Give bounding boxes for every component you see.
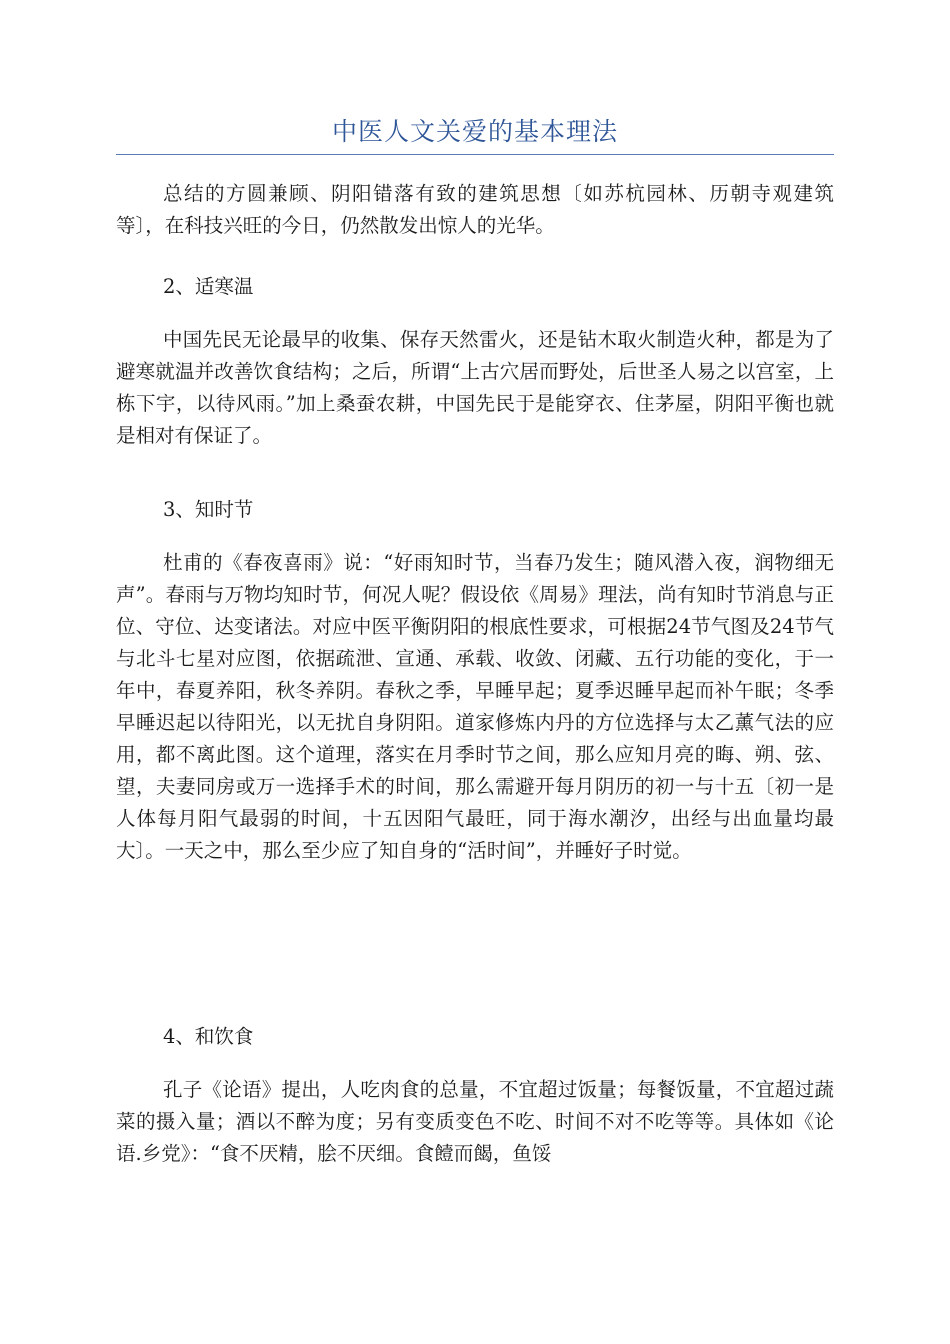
title-underline [116, 154, 834, 155]
paragraph-seasons: 杜甫的《春夜喜雨》说：“好雨知时节，当春乃发生；随风潜入夜，润物细无声”。春雨与万物均知时节，何况人呢？假设依《周易》理法，尚有知时节消息与正位、守位、达变诸法。对应中医平衡阴阳的根底性要求，可根据24节气图及24节气与北斗七星对应图，依据疏泄、宣通、承载、收敛、闭藏、五行功能的变化，于一年中，春夏养阳，秋冬养阴。春秋之季，早睡早起；夏季迟睡早起而补午眠；冬季早睡迟起以待阳光，以无扰自身阴阳。道家修炼内丹的方位选择与太乙薰气法的应用，都不离此图。这个道理，落实在月季时节之间，那么应知月亮的晦、朔、弦、望，夫妻同房或万一选择手术的时间，那么需避开每月阴历的初一与十五〔初一是人体每月阳气最弱的时间，十五因阳气最旺，同于海水潮汐，出经与出血量均最大〕。一天之中，那么至少应了知自身的“活时间”，并睡好子时觉。 [116, 551, 834, 862]
heading-shi-han-wen: 2、适寒温 [163, 275, 254, 298]
paragraph-diet: 孔子《论语》提出，人吃肉食的总量，不宜超过饭量；每餐饭量，不宜超过蔬菜的摄入量；酒以不醉为度；另有变质变色不吃、时间不对不吃等等。具体如《论语.乡党》：“食不厌精，脍不厌细。食饐而餲，鱼馁 [116, 1078, 834, 1165]
heading-he-yin-shi: 4、和饮食 [163, 1025, 254, 1048]
paragraph-architecture: 总结的方圆兼顾、阴阳错落有致的建筑思想〔如苏杭园林、历朝寺观建筑等〕，在科技兴旺的今日，仍然散发出惊人的光华。 [116, 182, 834, 237]
document-title: 中医人文关爱的基本理法 [331, 117, 618, 146]
heading-zhi-shi-jie: 3、知时节 [163, 498, 254, 521]
paragraph-fire-shelter: 中国先民无论最早的收集、保存天然雷火，还是钻木取火制造火种，都是为了避寒就温并改善饮食结构；之后，所谓“上古穴居而野处，后世圣人易之以宫室，上栋下宇，以待风雨。”加上桑蚕农耕，中国先民于是能穿衣、住茅屋，阴阳平衡也就是相对有保证了。 [116, 328, 834, 447]
